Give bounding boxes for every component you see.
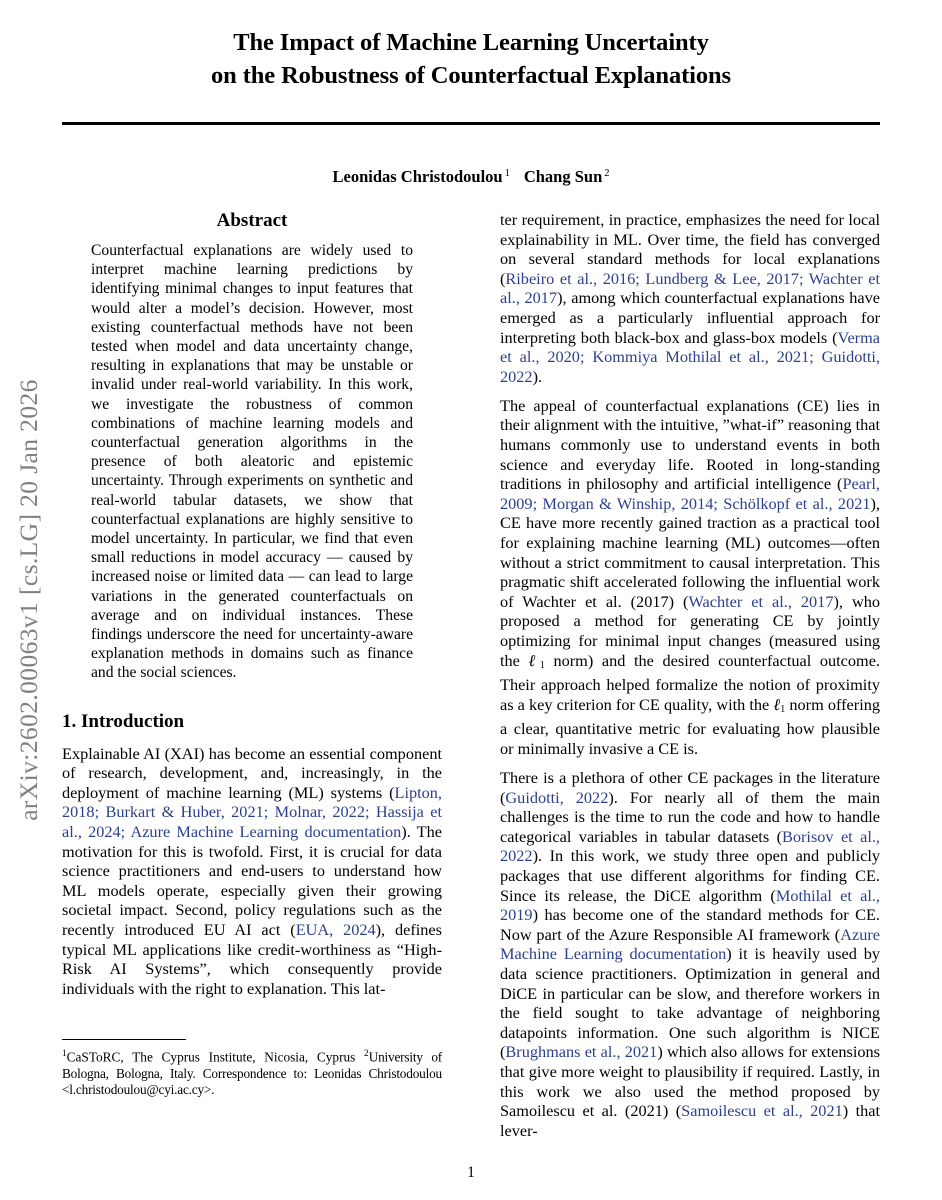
citation-borisov-2022[interactable]: Borisov et al., 2022 [500, 826, 880, 866]
arxiv-stamp [0, 0, 58, 1200]
cite-sep: ; [579, 347, 593, 367]
footnote-divider [62, 1039, 186, 1040]
ell-glyph: ℓ [773, 694, 781, 714]
rc-p3-text-1: There is a plethora of other CE packages in the literature ( [500, 768, 880, 807]
author-2-name: Chang Sun [523, 167, 603, 186]
citation-wachter-2017[interactable]: Wachter et al., 2017 [500, 268, 880, 308]
rc-p2-text-1: The appeal of counterfactual explanations (CE) lies in their alignment with the intuitive, ”what-if” reasoning that humans commonly use to understand events in both science and everyday life. Rooted in long-standing traditions in philosophy and artificial intelligence ( [500, 395, 880, 494]
citation-morgan-winship-2014[interactable]: Morgan & Winship, 2014 [542, 493, 714, 513]
rc-p1-text-3: ). [532, 366, 543, 386]
rc-p3-text-5: ) it is heavily used by data science practitioners. Optimization in general and DiCE in particular can be slow, and therefore workers in the field sought to take advantage of neighboring datapoints information. One such algorithm is NICE ( [500, 944, 881, 1062]
citation-scholkopf-2021[interactable]: Schölkopf et al., 2021 [723, 493, 871, 513]
abstract-heading: Abstract [216, 210, 288, 231]
author-2-affiliation-mark: 2 [604, 167, 610, 179]
cite-sep: ; [635, 268, 646, 288]
title-line-2: on the Robustness of Counterfactual Explanations [211, 62, 731, 89]
cite-sep: ; [94, 802, 106, 822]
cite-sep: ; [798, 268, 809, 288]
author-1-name: Leonidas Christodoulou [332, 167, 503, 186]
paper-page [62, 0, 880, 1200]
citation-lundberg-lee-2017[interactable]: Lundberg & Lee, 2017 [645, 268, 799, 288]
intro-p1-text-1: Explainable AI (XAI) has become an essential component of research, development, and, increasingly, in the deployment of machine learning (ML) systems ( [62, 743, 442, 802]
section-heading-introduction: 1. Introduction [62, 710, 185, 732]
citation-mothilal-2019[interactable]: Mothilal et al., 2019 [500, 885, 881, 925]
rc-p2-text-3: ), who proposed a method for generating CE by jointly optimizing for minimal input changes (measured using the [500, 591, 880, 670]
arxiv-stamp-text: arXiv:2602.00063v1 [cs.LG] 20 Jan 2026 [14, 379, 43, 821]
citation-samoilescu-2021[interactable]: Samoilescu et al., 2021 [681, 1101, 843, 1121]
intro-paragraph-1 [62, 744, 442, 999]
citation-burkart-huber-2021[interactable]: Burkart & Huber, 2021 [105, 802, 264, 822]
abstract-section [91, 210, 413, 683]
citation-verma-2020[interactable]: Verma et al., 2020 [500, 327, 880, 367]
citation-lipton-2018[interactable]: Lipton, 2018 [62, 782, 442, 822]
right-paragraph-3 [500, 768, 880, 1140]
footnote-mark-2: 2 [364, 1048, 369, 1059]
l1-norm-symbol-2 [773, 695, 785, 714]
rc-p1-text-1: ter requirement, in practice, emphasizes the need for local explainability in ML. Over time, the field has converged on several standard methods for local explanations ( [500, 210, 880, 288]
ell-subscript: 1 [780, 703, 786, 715]
cite-sep: ; [713, 493, 724, 513]
footnote-text [62, 1046, 442, 1099]
two-column-body [62, 210, 880, 1150]
footnote-affil-1: CaSToRC, The Cyprus Institute, Nicosia, Cyprus [66, 1049, 365, 1065]
right-paragraph-2 [500, 396, 880, 759]
rc-p2-text-4: norm) and the desired counterfactual outcome. Their approach helped formalize the notion of proximity as a key criterion for CE quality, with the [500, 650, 880, 714]
citation-azure-ml-doc-b[interactable]: Azure Machine Learning documentation [500, 924, 880, 964]
citation-ribeiro-2016[interactable]: Ribeiro et al., 2016 [505, 268, 636, 288]
right-column [500, 210, 880, 1150]
author-2 [524, 167, 610, 186]
intro-p1-text-2: ). The motivation for this is twofold. First, it is crucial for data science practitioners and end-users to understand how ML models operate, especially given their growing societal impact. Second, policy regulations such as the recently introduced EU AI act ( [62, 822, 442, 940]
title-divider [62, 122, 880, 125]
rc-p2-text-2: ), CE have more recently gained traction as a practical tool for explaining machine learning (ML) outcomes—often without a strict commitment to causal interpretation. This pragmatic shift accelerated following the influential work of Wachter et al. (2017) ( [500, 493, 880, 611]
citation-guidotti-2022[interactable]: Guidotti, 2022 [500, 347, 880, 386]
citation-brughmans-2021[interactable]: Brughmans et al., 2021 [505, 1042, 658, 1062]
cite-sep: ; [120, 822, 131, 842]
page-title [62, 0, 880, 92]
cite-sep: ; [364, 802, 376, 822]
title-line-1: The Impact of Machine Learning Uncertainty [233, 29, 709, 56]
abstract-text: Counterfactual explanations are widely used to interpret machine learning predictions by identifying minimal changes to input features that would alter a model’s decision. However, most existing counterfactual methods have not been tested when model and data uncertainty change, resulting in explanations that may be unstable or invalid under real-world variability. In this work, we investigate the robustness of common combinations of machine learning models and counterfactual generation algorithms in the presence of both aleatoric and epistemic uncertainty. Through experiments on synthetic and real-world tabular datasets, we show that counterfactual explanations are highly sensitive to model uncertainty. In particular, we find that even small reductions in model accuracy — caused by increased noise or limited data — can lead to large variations in the generated counterfactuals on average and on individual instances. These findings underscore the need for uncertainty-aware explanation methods in domains such as finance and the social sciences. [91, 242, 413, 682]
citation-wachter-2017-b[interactable]: Wachter et al., 2017 [688, 591, 834, 611]
citation-hassija-2024[interactable]: Hassija et al., 2024 [62, 802, 442, 842]
rc-p3-text-4: ) has become one of the standard methods for CE. Now part of the Azure Responsible AI framework ( [500, 905, 880, 944]
cite-sep: ; [263, 802, 275, 822]
citation-molnar-2022[interactable]: Molnar, 2022 [274, 802, 365, 822]
rc-p3-text-2: ). For nearly all of them the main challenges is the time to run the code and how to handle categorical variables in tabular datasets ( [500, 787, 880, 846]
cite-sep: ; [532, 493, 543, 513]
citation-eua-2024[interactable]: EUA, 2024 [295, 920, 376, 940]
citation-pearl-2009[interactable]: Pearl, 2009 [500, 474, 880, 513]
page-number: 1 [467, 1164, 475, 1181]
author-list [62, 167, 880, 187]
right-paragraph-1 [500, 210, 880, 386]
citation-kommiya-mothilal-2021[interactable]: Kommiya Mothilal et al., 2021 [592, 347, 810, 367]
l1-norm-symbol-1 [529, 651, 545, 670]
footnote-affil-2: University of Bologna, Bologna, Italy. Correspondence to: Leonidas Christodoulou <l.christodoulou@cyi.ac.cy>. [62, 1049, 442, 1098]
rc-p2-text-5: norm offering a clear, quantitative metric for evaluating how plausible or minimally invasive a CE is. [500, 694, 881, 758]
footnote-mark-1: 1 [62, 1048, 67, 1059]
rc-p3-text-7: ) that lever- [500, 1101, 880, 1140]
intro-p1-text-3: ), defines typical ML applications like credit-worthiness as “High-Risk AI Systems”, which consequently provide individuals with the right to explanation. This lat- [62, 920, 442, 998]
author-1-affiliation-mark: 1 [504, 167, 510, 179]
citation-guidotti-2022-b[interactable]: Guidotti, 2022 [505, 787, 609, 807]
cite-sep: ; [809, 347, 822, 367]
citation-azure-ml-doc[interactable]: Azure Machine Learning documentation [130, 822, 402, 842]
ell-subscript: 1 [539, 659, 545, 671]
left-column [62, 210, 442, 1150]
ell-glyph: ℓ [528, 650, 540, 670]
rc-p3-text-3: ). In this work, we study three open and publicly packages that use different algorithms for finding CE. Since its release, the DiCE algorithm ( [500, 846, 880, 905]
author-1 [332, 167, 509, 186]
rc-p1-text-2: ), among which counterfactual explanations have emerged as a particularly influential approach for interpreting both black-box and glass-box models ( [500, 288, 880, 347]
footnote-block [62, 1039, 442, 1108]
rc-p3-text-6: ) which also allows for extensions that give more weight to plausibility if required. Lastly, in this work we also used the method proposed by Samoilescu et al. (2021) ( [500, 1042, 881, 1121]
